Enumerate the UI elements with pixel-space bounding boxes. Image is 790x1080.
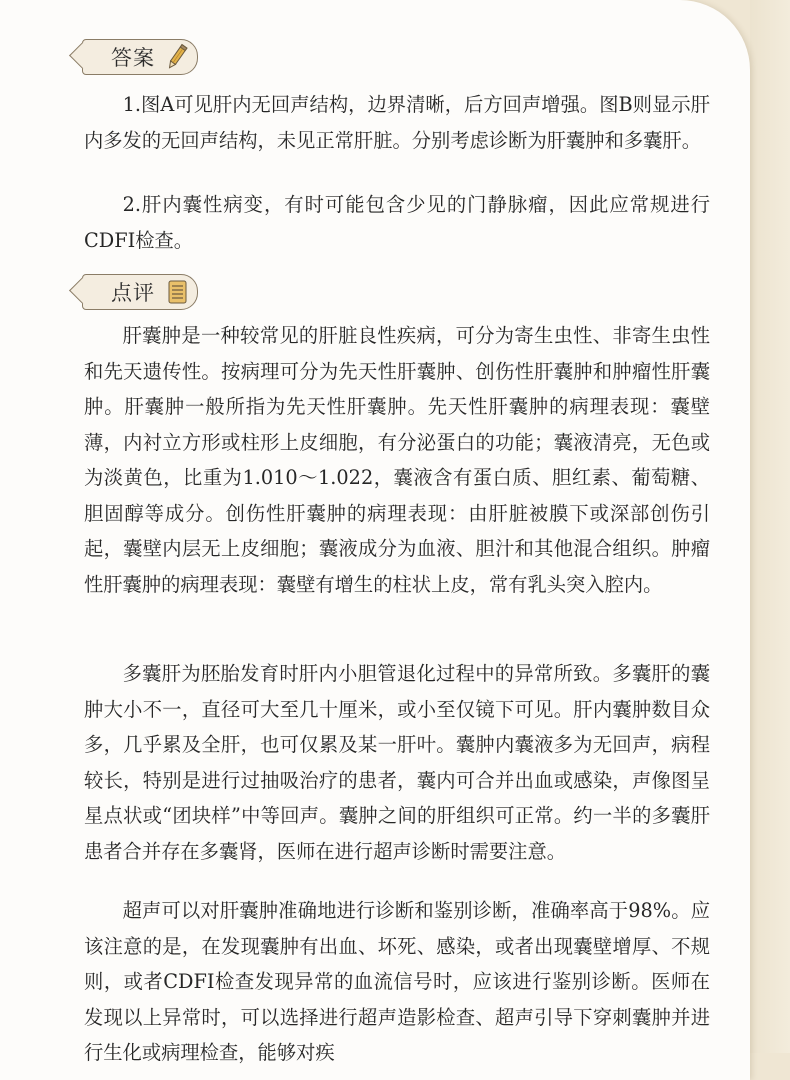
comment-paragraph-2: 多囊肝为胚胎发育时肝内小胆管退化过程中的异常所致。多囊肝的囊肿大小不一，直径可大至几十厘米，或小至仅镜下可见。肝内囊肿数目众多，几乎累及全肝，也可仅累及某一肝叶。囊肿内囊液多为无回声，病程较长，特别是进行过抽吸治疗的患者，囊内可合并出血或感染，声像图呈星点状或“团块样”中等回声。囊肿之间的肝组织可正常。约一半的多囊肝患者合并存在多囊肾，医师在进行超声诊断时需要注意。	[84, 662, 710, 863]
comment-section-tag	[82, 274, 198, 310]
notepad-icon	[163, 278, 191, 306]
answer-paragraph-2: 2.肝内囊性病变，有时可能包含少见的门静脉瘤，因此应常规进行CDFI检查。	[84, 193, 710, 252]
answer-section-title: 答案	[111, 46, 155, 70]
page-edge-background	[750, 0, 790, 1053]
answer-section-tag	[82, 39, 198, 75]
comment-section-title: 点评	[111, 281, 155, 305]
comment-paragraph-3: 超声可以对肝囊肿准确地进行诊断和鉴别诊断，准确率高于98%。应该注意的是，在发现囊肿有出血、坏死、感染，或者出现囊壁增厚、不规则，或者CDFI检查发现异常的血流信号时，应该进行鉴别诊断。医师在发现以上异常时，可以选择进行超声造影检查、超声引导下穿刺囊肿并进行生化或病理检查，能够对疾	[84, 899, 710, 1064]
comment-tag-shape	[82, 274, 198, 310]
answer-tag-shape	[82, 39, 198, 75]
answer-paragraph-1: 1.图A可见肝内无回声结构，边界清晰，后方回声增强。图B则显示肝内多发的无回声结构，未见正常肝脏。分别考虑诊断为肝囊肿和多囊肝。	[84, 93, 710, 152]
pencil-icon	[163, 43, 191, 71]
comment-paragraph-1: 肝囊肿是一种较常见的肝脏良性疾病，可分为寄生虫性、非寄生虫性和先天遗传性。按病理可分为先天性肝囊肿、创伤性肝囊肿和肿瘤性肝囊肿。肝囊肿一般所指为先天性肝囊肿。先天性肝囊肿的病理表现：囊壁薄，内衬立方形或柱形上皮细胞，有分泌蛋白的功能；囊液清亮，无色或为淡黄色，比重为1.010～1.022，囊液含有蛋白质、胆红素、葡萄糖、胆固醇等成分。创伤性肝囊肿的病理表现：由肝脏被膜下或深部创伤引起，囊壁内层无上皮细胞；囊液成分为血液、胆汁和其他混合组织。肿瘤性肝囊肿的病理表现：囊壁有增生的柱状上皮，常有乳头突入腔内。	[84, 324, 710, 596]
